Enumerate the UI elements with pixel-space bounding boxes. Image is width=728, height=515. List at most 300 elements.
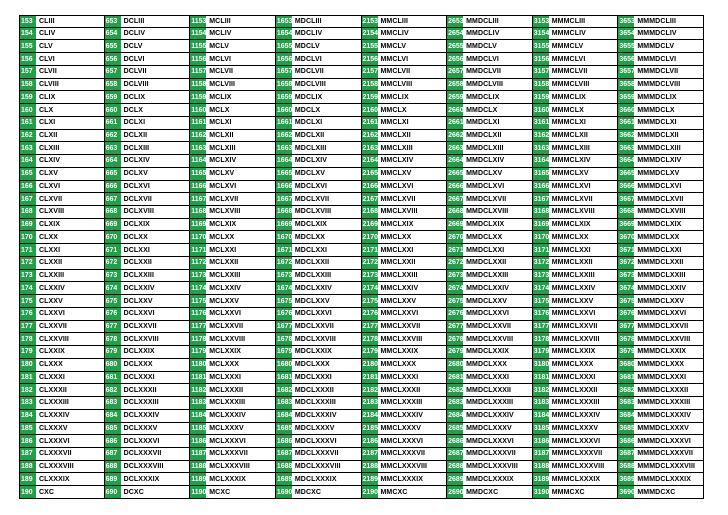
- arabic-number-cell: 1172: [190, 257, 206, 269]
- table-row: [105, 333, 191, 346]
- arabic-number-cell: 3156: [533, 53, 549, 65]
- table-row: [19, 193, 105, 206]
- roman-numeral-cell: MDCLX: [294, 106, 321, 114]
- arabic-number-cell: 2190: [362, 486, 378, 498]
- table-row: [105, 206, 191, 219]
- table-row: [533, 295, 619, 308]
- table-row: [447, 410, 533, 423]
- arabic-number-cell: 3656: [618, 53, 634, 65]
- table-column: [105, 15, 191, 499]
- arabic-number-cell: 2672: [447, 257, 463, 269]
- arabic-number-cell: 1672: [276, 257, 292, 269]
- roman-numeral-cell: MMDCLXII: [466, 131, 502, 139]
- arabic-number-cell: 3670: [618, 231, 634, 243]
- arabic-number-cell: 671: [105, 244, 121, 256]
- roman-numeral-cell: DCLXXIV: [123, 284, 155, 292]
- roman-numeral-cell: CLXXXIII: [39, 399, 69, 407]
- arabic-number-cell: 156: [20, 53, 36, 65]
- roman-numeral-cell: MDCLXX: [294, 233, 326, 241]
- table-row: [276, 486, 362, 499]
- roman-numeral-cell: DCLXXXV: [123, 424, 158, 432]
- roman-numeral-cell: MMDCLXXXV: [466, 424, 512, 432]
- table-row: [618, 142, 704, 155]
- arabic-number-cell: 1158: [190, 79, 206, 91]
- table-row: [276, 79, 362, 92]
- table-row: [618, 397, 704, 410]
- table-row: [19, 372, 105, 385]
- arabic-number-cell: 1166: [190, 181, 206, 193]
- roman-numeral-cell: MMCLXXXIV: [380, 412, 424, 420]
- table-row: [362, 372, 448, 385]
- table-row: [276, 91, 362, 104]
- table-row: [533, 28, 619, 41]
- arabic-number-cell: 3688: [618, 461, 634, 473]
- arabic-number-cell: 655: [105, 40, 121, 52]
- table-row: [19, 359, 105, 372]
- arabic-number-cell: 1155: [190, 40, 206, 52]
- arabic-number-cell: 2186: [362, 435, 378, 447]
- table-row: [190, 155, 276, 168]
- roman-numeral-cell: MMDCLXXXIX: [466, 475, 514, 483]
- roman-numeral-cell: MDCLXXVI: [294, 310, 332, 318]
- arabic-number-cell: 190: [20, 486, 36, 498]
- arabic-number-cell: 3175: [533, 295, 549, 307]
- roman-numeral-cell: CLIV: [39, 30, 56, 38]
- arabic-number-cell: 2160: [362, 104, 378, 116]
- arabic-number-cell: 2664: [447, 155, 463, 167]
- arabic-number-cell: 2171: [362, 244, 378, 256]
- roman-numeral-cell: MMDCLXVI: [466, 182, 505, 190]
- table-row: [276, 410, 362, 423]
- table-column: [276, 15, 362, 499]
- roman-numeral-cell: MMCLXXIII: [380, 272, 418, 280]
- arabic-number-cell: 167: [20, 193, 36, 205]
- arabic-number-cell: 168: [20, 206, 36, 218]
- table-row: [447, 40, 533, 53]
- roman-numeral-cell: MDCLXXXVIII: [294, 463, 341, 471]
- table-column: [190, 15, 276, 499]
- table-row: [190, 308, 276, 321]
- table-row: [276, 15, 362, 28]
- roman-numeral-cell: MDCLXXXI: [294, 373, 332, 381]
- table-row: [618, 193, 704, 206]
- roman-numeral-cell: CLX: [39, 106, 54, 114]
- roman-numeral-cell: MMMCLXXXV: [551, 424, 599, 432]
- roman-numeral-cell: DCLXI: [123, 119, 146, 127]
- table-row: [533, 91, 619, 104]
- table-row: [190, 282, 276, 295]
- table-row: [19, 397, 105, 410]
- table-row: [618, 473, 704, 486]
- roman-numeral-cell: MMMDCLXVI: [637, 182, 682, 190]
- roman-numeral-cell: DCLXXI: [123, 246, 150, 254]
- table-row: [362, 384, 448, 397]
- roman-numeral-cell: CLV: [39, 42, 53, 50]
- table-row: [19, 308, 105, 321]
- table-row: [533, 168, 619, 181]
- arabic-number-cell: 2660: [447, 104, 463, 116]
- arabic-number-cell: 1178: [190, 333, 206, 345]
- table-row: [447, 117, 533, 130]
- arabic-number-cell: 2167: [362, 193, 378, 205]
- table-row: [190, 168, 276, 181]
- arabic-number-cell: 3185: [533, 423, 549, 435]
- roman-numeral-cell: MMMCLXXVIII: [551, 335, 600, 343]
- arabic-number-cell: 2683: [447, 397, 463, 409]
- roman-numeral-cell: MMMCLVI: [551, 55, 586, 63]
- roman-numeral-cell: MCLXX: [209, 233, 235, 241]
- roman-numeral-cell: CLXXVI: [39, 310, 65, 318]
- roman-numeral-cell: MMDCLVI: [466, 55, 499, 63]
- roman-numeral-cell: MDCLXXXIV: [294, 412, 337, 420]
- roman-numeral-cell: MMMCLXXIV: [551, 284, 596, 292]
- arabic-number-cell: 2662: [447, 130, 463, 142]
- arabic-number-cell: 3187: [533, 448, 549, 460]
- roman-numeral-cell: CXC: [39, 488, 55, 496]
- table-row: [533, 333, 619, 346]
- roman-numeral-cell: MMMCLXVIII: [551, 208, 595, 216]
- roman-numeral-cell: CLXX: [39, 233, 59, 241]
- roman-numeral-cell: MMMCLXVII: [551, 195, 593, 203]
- table-row: [19, 423, 105, 436]
- table-row: [105, 384, 191, 397]
- roman-numeral-cell: MMDCLXIV: [466, 157, 505, 165]
- roman-numeral-cell: CLXI: [39, 119, 56, 127]
- roman-numeral-cell: MCLVIII: [209, 81, 236, 89]
- table-row: [276, 244, 362, 257]
- arabic-number-cell: 2690: [447, 486, 463, 498]
- roman-numeral-cell: DCLV: [123, 42, 143, 50]
- table-row: [447, 397, 533, 410]
- table-column: [533, 15, 619, 499]
- arabic-number-cell: 183: [20, 397, 36, 409]
- table-row: [362, 410, 448, 423]
- arabic-number-cell: 2688: [447, 461, 463, 473]
- table-row: [447, 53, 533, 66]
- arabic-number-cell: 677: [105, 321, 121, 333]
- roman-numeral-cell: DCLXXIX: [123, 348, 155, 356]
- arabic-number-cell: 2667: [447, 193, 463, 205]
- table-row: [105, 117, 191, 130]
- roman-numeral-cell: MMDCLXXXI: [466, 373, 510, 381]
- roman-numeral-cell: MMDCLXI: [466, 119, 500, 127]
- arabic-number-cell: 3158: [533, 79, 549, 91]
- table-row: [362, 142, 448, 155]
- table-row: [190, 461, 276, 474]
- roman-numeral-cell: MMMDCLXI: [637, 119, 677, 127]
- table-row: [19, 117, 105, 130]
- roman-numeral-cell: CLXIX: [39, 221, 61, 229]
- arabic-number-cell: 1676: [276, 308, 292, 320]
- roman-numeral-cell: MDCLXXXIII: [294, 399, 336, 407]
- arabic-number-cell: 658: [105, 79, 121, 91]
- arabic-number-cell: 2155: [362, 40, 378, 52]
- arabic-number-cell: 1678: [276, 333, 292, 345]
- roman-numeral-cell: MCLVII: [209, 68, 234, 76]
- table-row: [533, 244, 619, 257]
- roman-numeral-cell: MMCLXXXVIII: [380, 463, 428, 471]
- table-row: [105, 79, 191, 92]
- roman-numeral-cell: MDCLIV: [294, 30, 323, 38]
- table-row: [447, 130, 533, 143]
- table-row: [19, 410, 105, 423]
- roman-numeral-cell: CLXVIII: [39, 208, 65, 216]
- table-row: [19, 473, 105, 486]
- table-row: [105, 282, 191, 295]
- table-row: [276, 104, 362, 117]
- table-row: [533, 79, 619, 92]
- arabic-number-cell: 1180: [190, 359, 206, 371]
- table-row: [618, 40, 704, 53]
- arabic-number-cell: 2163: [362, 142, 378, 154]
- table-row: [276, 308, 362, 321]
- roman-numeral-cell: MMMCLXV: [551, 170, 589, 178]
- table-row: [190, 181, 276, 194]
- roman-numeral-cell: MMDCLIII: [466, 17, 499, 25]
- roman-numeral-cell: MCLXXIV: [209, 284, 242, 292]
- arabic-number-cell: 2655: [447, 40, 463, 52]
- table-row: [447, 295, 533, 308]
- roman-numeral-cell: MMCLXXX: [380, 361, 417, 369]
- arabic-number-cell: 3666: [618, 181, 634, 193]
- arabic-number-cell: 2674: [447, 282, 463, 294]
- roman-numeral-cell: MMCLXXXV: [380, 424, 421, 432]
- roman-numeral-cell: DCLXXVIII: [123, 335, 159, 343]
- roman-numeral-cell: MMCLXII: [380, 131, 411, 139]
- table-row: [19, 333, 105, 346]
- arabic-number-cell: 688: [105, 461, 121, 473]
- arabic-number-cell: 1173: [190, 270, 206, 282]
- table-row: [362, 257, 448, 270]
- arabic-number-cell: 2156: [362, 53, 378, 65]
- arabic-number-cell: 1153: [191, 17, 207, 25]
- arabic-number-cell: 185: [20, 423, 36, 435]
- roman-numeral-cell: CLXXV: [39, 297, 63, 305]
- table-row: [105, 257, 191, 270]
- table-row: [276, 397, 362, 410]
- table-row: [362, 231, 448, 244]
- roman-numeral-cell: DCLXV: [123, 170, 148, 178]
- roman-numeral-cell: MCLIV: [209, 30, 232, 38]
- roman-numeral-cell: MMMDCLIX: [637, 93, 677, 101]
- arabic-number-cell: 158: [20, 79, 36, 91]
- roman-numeral-cell: MCLXXXIX: [209, 475, 246, 483]
- table-row: [190, 448, 276, 461]
- roman-numeral-cell: CLXXVIII: [39, 335, 69, 343]
- roman-numeral-cell: MMMDCLXXII: [637, 259, 684, 267]
- arabic-number-cell: 2682: [447, 384, 463, 396]
- table-column: [447, 15, 533, 499]
- arabic-number-cell: 2671: [447, 244, 463, 256]
- roman-numeral-cell: MDCLXXIII: [294, 272, 332, 280]
- arabic-number-cell: 1159: [190, 91, 206, 103]
- roman-numeral-cell: MDCLXIX: [294, 221, 328, 229]
- arabic-number-cell: 3653: [619, 17, 635, 25]
- table-row: [618, 359, 704, 372]
- roman-numeral-cell: MMMCLXXXIII: [551, 399, 600, 407]
- arabic-number-cell: 2175: [362, 295, 378, 307]
- roman-numeral-cell: MMDCLXXIV: [466, 284, 510, 292]
- table-row: [190, 53, 276, 66]
- roman-numeral-cell: CLVI: [39, 55, 55, 63]
- table-row: [362, 91, 448, 104]
- arabic-number-cell: 675: [105, 295, 121, 307]
- table-row: [618, 270, 704, 283]
- table-row: [19, 104, 105, 117]
- roman-numeral-cell: MMMCLVIII: [551, 81, 590, 89]
- table-row: [362, 28, 448, 41]
- roman-numeral-cell: MMMCLXI: [551, 119, 586, 127]
- roman-numeral-cell: MDCLXXXII: [294, 386, 334, 394]
- roman-numeral-cell: MCLVI: [209, 55, 232, 63]
- table-row: [105, 359, 191, 372]
- roman-numeral-cell: DCLVIII: [123, 81, 149, 89]
- table-row: [276, 40, 362, 53]
- roman-numeral-cell: DCLXXXVI: [123, 437, 160, 445]
- table-row: [618, 53, 704, 66]
- roman-numeral-cell: MMMCLXVI: [551, 182, 591, 190]
- roman-numeral-cell: MCLXXX: [209, 361, 240, 369]
- arabic-number-cell: 2164: [362, 155, 378, 167]
- arabic-number-cell: 157: [20, 66, 36, 78]
- table-row: [362, 282, 448, 295]
- roman-numeral-cell: MDCLXVI: [294, 182, 328, 190]
- table-row: [618, 448, 704, 461]
- arabic-number-cell: 3181: [533, 372, 549, 384]
- arabic-number-cell: 3190: [533, 486, 549, 498]
- table-row: [362, 448, 448, 461]
- arabic-number-cell: 3654: [618, 28, 634, 40]
- roman-numeral-cell: MMCLXX: [380, 233, 412, 241]
- table-row: [105, 130, 191, 143]
- arabic-number-cell: 2658: [447, 79, 463, 91]
- arabic-number-cell: 1671: [276, 244, 292, 256]
- arabic-number-cell: 3173: [533, 270, 549, 282]
- table-row: [362, 117, 448, 130]
- arabic-number-cell: 3165: [533, 168, 549, 180]
- table-row: [533, 155, 619, 168]
- table-row: [362, 359, 448, 372]
- arabic-number-cell: 3689: [618, 473, 634, 485]
- table-row: [447, 423, 533, 436]
- arabic-number-cell: 670: [105, 231, 121, 243]
- table-row: [276, 168, 362, 181]
- table-row: [276, 321, 362, 334]
- roman-numeral-cell: CLXXXV: [39, 424, 68, 432]
- table-row: [105, 142, 191, 155]
- arabic-number-cell: 160: [20, 104, 36, 116]
- roman-numeral-cell: DCLX: [123, 106, 144, 114]
- arabic-number-cell: 3170: [533, 231, 549, 243]
- table-row: [362, 321, 448, 334]
- roman-numeral-cell: MDCLXVII: [294, 195, 330, 203]
- table-row: [533, 384, 619, 397]
- table-row: [276, 53, 362, 66]
- roman-numeral-cell: CLXXIV: [39, 284, 65, 292]
- table-row: [190, 486, 276, 499]
- table-row: [447, 231, 533, 244]
- arabic-number-cell: 2169: [362, 219, 378, 231]
- arabic-number-cell: 3658: [618, 79, 634, 91]
- roman-numeral-cell: MMMCLXXIX: [551, 348, 596, 356]
- table-row: [190, 79, 276, 92]
- roman-numeral-cell: MCLXXV: [209, 297, 240, 305]
- arabic-number-cell: 166: [20, 181, 36, 193]
- table-row: [276, 219, 362, 232]
- roman-numeral-cell: MMCLXVIII: [380, 208, 418, 216]
- roman-numeral-cell: MMDCLXXXVIII: [466, 463, 518, 471]
- arabic-number-cell: 1167: [190, 193, 206, 205]
- roman-numeral-cell: MCXC: [209, 488, 231, 496]
- arabic-number-cell: 2665: [447, 168, 463, 180]
- roman-numeral-cell: DCLVI: [123, 55, 145, 63]
- roman-numeral-cell: MDCLXXXIX: [294, 475, 337, 483]
- arabic-number-cell: 1653: [276, 17, 293, 25]
- roman-numeral-cell: DCLXVIII: [123, 208, 154, 216]
- table-row: [533, 448, 619, 461]
- table-row: [533, 282, 619, 295]
- arabic-number-cell: 179: [20, 346, 36, 358]
- arabic-number-cell: 1665: [276, 168, 292, 180]
- roman-numeral-cell: MMDCXC: [466, 488, 499, 496]
- table-row: [618, 15, 704, 28]
- table-row: [276, 333, 362, 346]
- arabic-number-cell: 1187: [190, 448, 206, 460]
- table-row: [19, 231, 105, 244]
- table-row: [276, 155, 362, 168]
- arabic-number-cell: 3668: [618, 206, 634, 218]
- arabic-number-cell: 186: [20, 435, 36, 447]
- roman-numeral-cell: MDCLXXXV: [294, 424, 335, 432]
- roman-numeral-cell: MDCLXIII: [294, 144, 327, 152]
- table-row: [105, 66, 191, 79]
- table-row: [19, 181, 105, 194]
- table-row: [276, 282, 362, 295]
- roman-numeral-cell: MMCLVI: [380, 55, 409, 63]
- arabic-number-cell: 3661: [618, 117, 634, 129]
- table-row: [276, 295, 362, 308]
- arabic-number-cell: 187: [20, 448, 36, 460]
- arabic-number-cell: 1675: [276, 295, 292, 307]
- arabic-number-cell: 2153: [362, 17, 379, 25]
- arabic-number-cell: 178: [20, 333, 36, 345]
- arabic-number-cell: 165: [20, 168, 36, 180]
- arabic-number-cell: 1656: [276, 53, 292, 65]
- arabic-number-cell: 1679: [276, 346, 292, 358]
- roman-numeral-cell: MMMDCLX: [637, 106, 675, 114]
- table-row: [19, 244, 105, 257]
- arabic-number-cell: 2184: [362, 410, 378, 422]
- roman-numeral-cell: MCLXXXII: [209, 386, 244, 394]
- arabic-number-cell: 1169: [190, 219, 206, 231]
- arabic-number-cell: 3177: [533, 321, 549, 333]
- roman-numeral-cell: DCLXVII: [123, 195, 152, 203]
- table-row: [19, 66, 105, 79]
- arabic-number-cell: 3659: [618, 91, 634, 103]
- arabic-number-cell: 2157: [362, 66, 378, 78]
- arabic-number-cell: 1688: [276, 461, 292, 473]
- arabic-number-cell: 1682: [276, 384, 292, 396]
- table-row: [19, 282, 105, 295]
- arabic-number-cell: 3160: [533, 104, 549, 116]
- roman-numeral-cell: MDCLXII: [294, 131, 325, 139]
- table-row: [618, 282, 704, 295]
- table-row: [362, 346, 448, 359]
- arabic-number-cell: 2677: [447, 321, 463, 333]
- arabic-number-cell: 1174: [190, 282, 206, 294]
- arabic-number-cell: 2659: [447, 91, 463, 103]
- table-row: [190, 473, 276, 486]
